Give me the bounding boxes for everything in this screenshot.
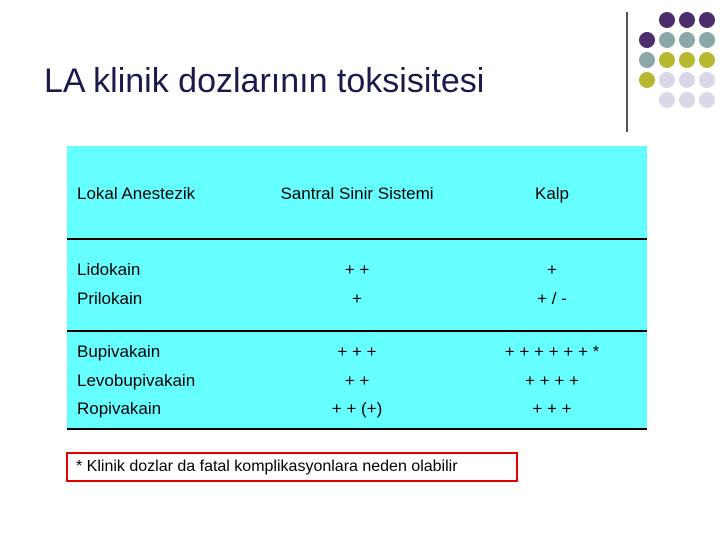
table-row-2-cns — [257, 338, 457, 424]
slide-title: LA klinik dozlarının toksisitesi — [44, 62, 485, 100]
header-cns: Santral Sinir Sistemi — [280, 184, 434, 203]
decorative-dot — [659, 52, 675, 68]
cns-toxicity: + — [352, 288, 362, 308]
decorative-dot — [639, 32, 655, 48]
cns-toxicity: + + + — [337, 342, 377, 361]
heart-toxicity: + + + — [532, 399, 572, 418]
table-row-2-heart — [487, 338, 617, 424]
table-divider — [67, 330, 647, 332]
cns-toxicity: + + (+) — [331, 399, 383, 418]
decorative-dot — [659, 92, 675, 108]
decorative-dot — [679, 92, 695, 108]
decorative-dot — [639, 72, 655, 88]
table-bottom-border — [67, 428, 647, 430]
decorative-dot — [699, 72, 715, 88]
decorative-dot — [659, 12, 675, 28]
decorative-dot — [679, 12, 695, 28]
drug-name: Ropivakain — [77, 399, 162, 418]
table-row-2-drugs — [77, 338, 195, 424]
decorative-dot — [639, 52, 655, 68]
decorative-dot — [659, 32, 675, 48]
footnote: * Klinik dozlar da fatal komplikasyonlara neden olabilir — [66, 452, 518, 482]
decorative-dot — [679, 32, 695, 48]
cns-toxicity: + + — [344, 370, 370, 390]
decorative-dot — [659, 72, 675, 88]
heart-toxicity: + — [547, 260, 557, 279]
cns-toxicity: + + — [344, 260, 370, 279]
decorative-dot — [679, 52, 695, 68]
title-divider-line — [626, 12, 628, 132]
decorative-dot — [699, 12, 715, 28]
decorative-dot — [699, 92, 715, 108]
drug-name: Prilokain — [77, 288, 143, 308]
header-local-anesthetic: Lokal Anestezik — [77, 184, 196, 203]
heart-toxicity: + + + + — [525, 370, 579, 390]
heart-toxicity: + + + + + + * — [504, 342, 600, 361]
table-divider — [67, 238, 647, 240]
table-row-1-heart — [487, 256, 617, 313]
decorative-dot — [699, 52, 715, 68]
table-row-1-drugs — [77, 256, 142, 313]
drug-name: Bupivakain — [77, 342, 161, 361]
header-heart: Kalp — [534, 184, 570, 203]
toxicity-table — [67, 146, 647, 430]
drug-name: Levobupivakain — [77, 370, 196, 390]
heart-toxicity: + / - — [537, 288, 567, 308]
decorative-dot — [699, 32, 715, 48]
table-row-1-cns — [257, 256, 457, 313]
decorative-dot — [679, 72, 695, 88]
drug-name: Lidokain — [77, 260, 141, 279]
